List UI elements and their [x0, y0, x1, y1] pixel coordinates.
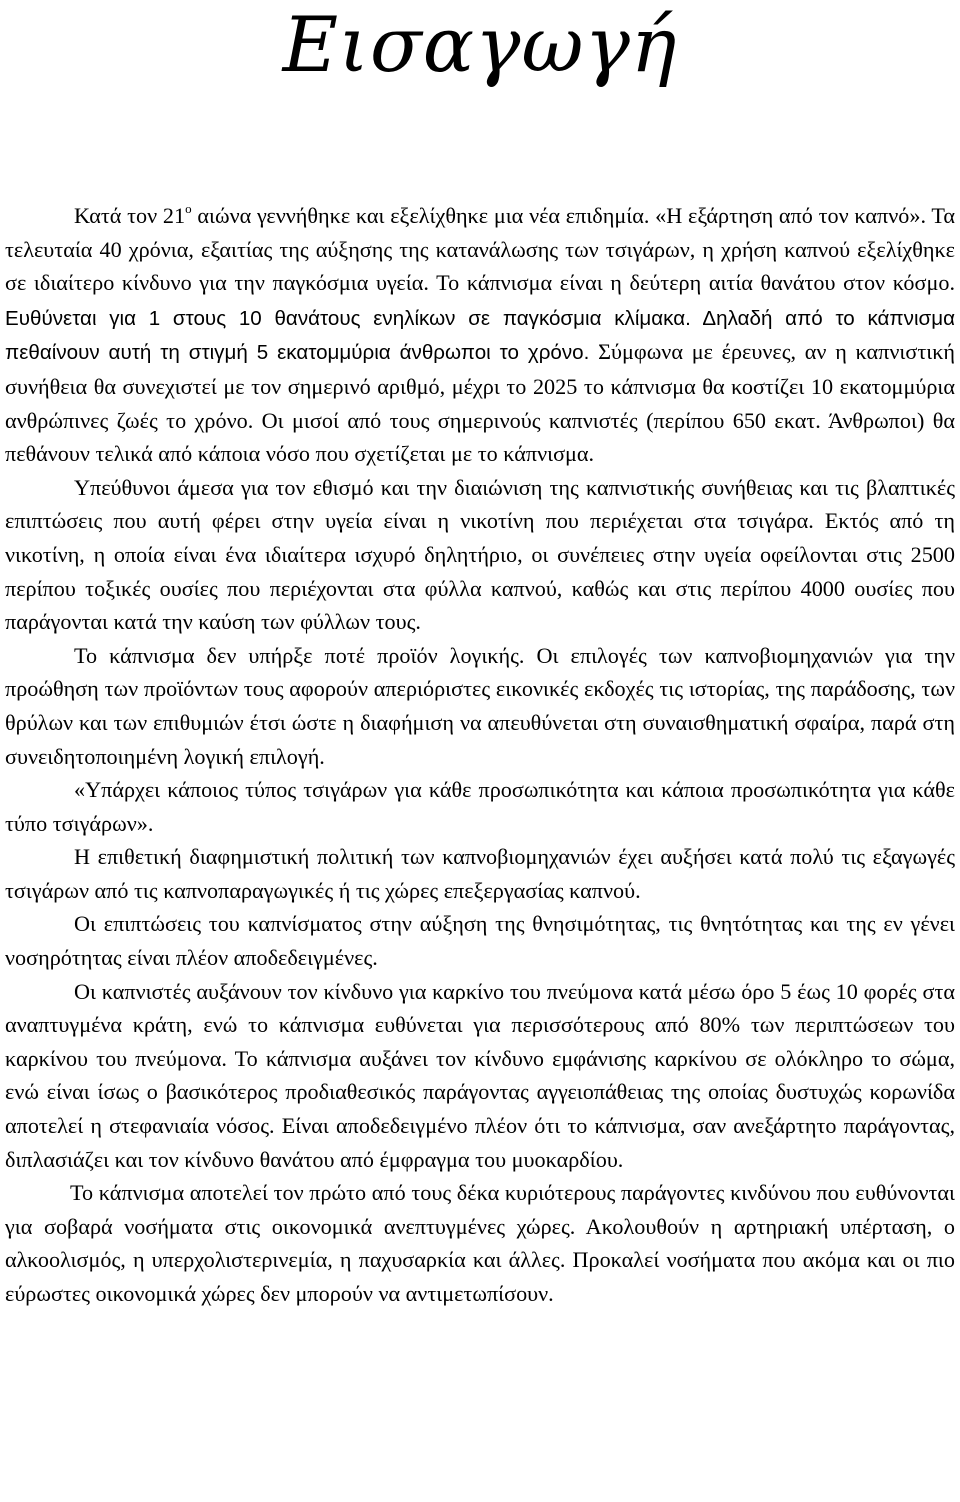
page-title: Εισαγωγή — [282, 0, 678, 89]
paragraph-7: Οι καπνιστές αυξάνουν τον κίνδυνο για καρκίνο του πνεύμονα κατά μέσω όρο 5 έως 10 φορές στα αναπτυγμένα κράτη, ενώ το κάπνισμα ευθύνεται για περισσότερους από 80% των περιπτώσεων του καρκίνου του πνεύμονα. Το κάπνισμα αυξάνει τον κίνδυνο εμφάνισης καρκίνου σε ολόκληρο το σώμα, ενώ είναι ίσως ο βασικότερος προδιαθεσικός παράγοντας αγγειοπάθειας της οποίας δυστυχώς κορωνίδα αποτελεί η στεφανιαία νόσος. Είναι αποδεδειγμένο πλέον ότι το κάπνισμα, σαν ανεξάρτητο παράγοντας, διπλασιάζει και τον κίνδυνο θανάτου από έμφραγμα του μυοκαρδίου. — [5, 978, 955, 1172]
paragraph-1-text-b: αιώνα γεννήθηκε και εξελίχθηκε μια νέα επιδημία. «Η εξάρτηση από τον καπνό». Τα τελευταία 40 χρόνια, εξαιτίας της αύξησης της κατανάλωσης των τσιγάρων, η χρήση καπνού εξελίχθηκε σε ιδιαίτερο κίνδυνο για την παγκόσμια υγεία. Το κάπνισμα είναι η δεύτερη αιτία θανάτου στον κόσμο. — [5, 203, 955, 296]
paragraph-2: Υπεύθυνοι άμεσα για τον εθισμό και την διαιώνιση της καπνιστικής συνήθειας και τις βλαπτικές επιπτώσεις που αυτή φέρει στην υγεία είναι η νικοτίνη που περιέχεται στα τσιγάρα. Εκτός από τη νικοτίνη, η οποία είναι ένα ιδιαίτερα ισχυρό δηλητήριο, οι συνέπειες στην υγεία οφείλονται στις 2500 περίπου τοξικές ουσίες που περιέχονται στα φύλλα καπνού, καθώς και στις περίπου 4000 ουσίες που παράγονται κατά την καύση των φύλλων τους. — [5, 474, 955, 635]
paragraph-8: Το κάπνισμα αποτελεί τον πρώτο από τους δέκα κυριότερους παράγοντες κινδύνου που ευθύνονται για σοβαρά νοσήματα στις οικονομικά ανεπτυγμένες χώρες. Ακολουθούν η αρτηριακή υπέρταση, ο αλκοολισμός, η υπερχολιστερινεμία, η παχυσαρκία και άλλες. Προκαλεί νοσήματα που ακόμα και οι πιο εύρωστες οικονομικά χώρες δεν μπορούν να αντιμετωπίσουν. — [5, 1180, 955, 1306]
paragraph-6: Οι επιπτώσεις του καπνίσματος στην αύξηση της θνησιμότητας, τις θνητότητας και της εν γένει νοσηρότητας είναι πλέον αποδεδειγμένες. — [5, 911, 955, 971]
ordinal-superscript: ο — [185, 201, 192, 216]
paragraph-3: Το κάπνισμα δεν υπήρξε ποτέ προϊόν λογικής. Οι επιλογές των καπνοβιομηχανιών για την προώθηση των προϊόντων τους αφορούν απεριόριστες εικονικές εκδοχές τις ιστορίας, της παράδοσης, των θρύλων και των επιθυμιών έτσι ώστε η διαφήμιση να απευθύνεται στη συναισθηματική σφαίρα, παρά στη συνειδητοποιημένη λογική επιλογή. — [5, 642, 955, 769]
document-body — [5, 199, 955, 1311]
paragraph-1-text-c: Ευθύνεται για 1 στους 10 θανάτους ενηλίκων σε παγκόσμια κλίμακα. Δηλαδή από το κάπνισμα πεθαίνουν αυτή τη στιγμή 5 εκατομμύρια άνθρωποι το χρόνο. — [5, 306, 955, 365]
paragraph-4: «Υπάρχει κάποιος τύπος τσιγάρων για κάθε προσωπικότητα και κάποια προσωπικότητα για κάθε τύπο τσιγάρων». — [5, 777, 955, 836]
paragraph-1-text-a: Κατά τον 21 — [74, 203, 186, 228]
paragraph-1 — [5, 199, 955, 471]
paragraph-1-text-d: Σύμφωνα με έρευνες, αν η καπνιστική συνήθεια θα συνεχιστεί με τον σημερινό αριθμό, μέχρι το 2025 το κάπνισμα θα κοστίζει 10 εκατομμύρια ανθρώπινες ζωές το χρόνο. Οι μισοί από τους σημερινούς καπνιστές (περίπου 650 εκατ. Άνθρωποι) θα πεθάνουν τελικά από κάποια νόσο που σχετίζεται με το κάπνισμα. — [5, 339, 955, 467]
paragraph-5: Η επιθετική διαφημιστική πολιτική των καπνοβιομηχανιών έχει αυξήσει κατά πολύ τις εξαγωγές τσιγάρων από τις καπνοπαραγωγικές ή τις χώρες επεξεργασίας καπνού. — [5, 844, 955, 903]
